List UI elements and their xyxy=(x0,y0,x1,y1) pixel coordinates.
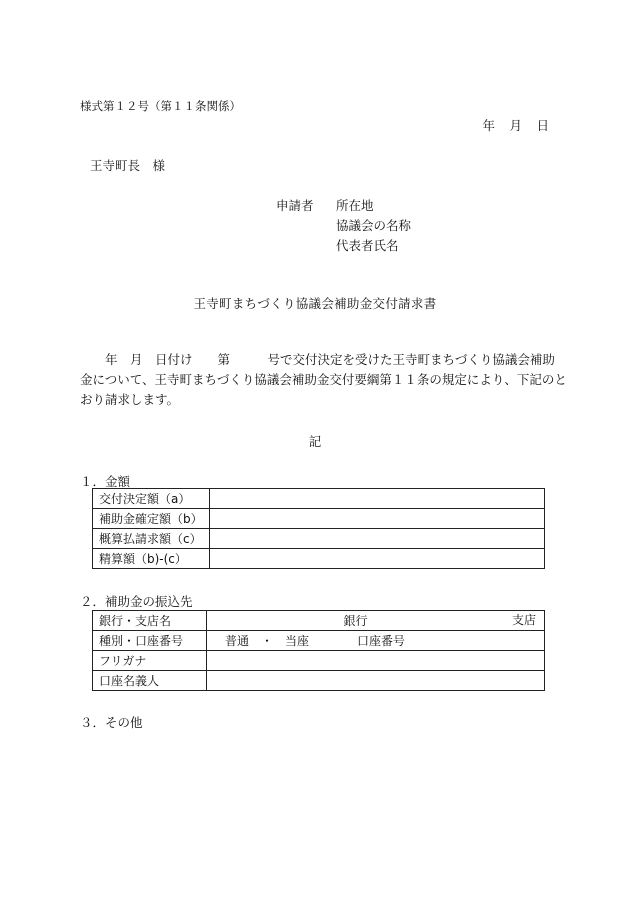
body-line: 金について、王寺町まちづくり協議会補助金交付要綱第１１条の規定により、下記のと xyxy=(80,372,567,387)
amount-value-cell[interactable] xyxy=(209,549,544,569)
section-transfer-heading: ２．補助金の振込先 xyxy=(80,594,193,609)
amount-label: 概算払請求額（c） xyxy=(93,529,210,549)
form-number: 様式第１２号（第１１条関係） xyxy=(80,99,241,113)
account-holder-cell[interactable] xyxy=(207,671,545,691)
table-row xyxy=(93,509,545,529)
bank-branch-cell[interactable] xyxy=(207,611,545,631)
ki-marker: 記 xyxy=(308,434,322,449)
amount-value-cell[interactable] xyxy=(209,509,544,529)
table-row xyxy=(93,611,545,631)
date-line: 年 月 日 xyxy=(482,118,550,133)
applicant-label: 申請者 xyxy=(276,198,314,213)
section-other-heading: ３．その他 xyxy=(80,715,143,730)
table-row xyxy=(93,489,545,509)
applicant-representative-label: 代表者氏名 xyxy=(336,238,399,253)
section-amount-heading: １．金額 xyxy=(80,474,131,489)
branch-text: 支店 xyxy=(511,613,536,627)
table-row xyxy=(93,671,545,691)
bank-branch-label: 銀行・支店名 xyxy=(93,611,207,631)
account-type-cell[interactable] xyxy=(207,631,545,651)
account-type-label: 種別・口座番号 xyxy=(93,631,207,651)
amount-label: 精算額（b)-(c） xyxy=(93,549,210,569)
account-holder-label: 口座名義人 xyxy=(93,671,207,691)
amount-value-cell[interactable] xyxy=(209,529,544,549)
applicant-organization-label: 協議会の名称 xyxy=(336,218,412,233)
body-paragraph xyxy=(80,350,567,410)
amount-label: 補助金確定額（b） xyxy=(93,509,210,529)
applicant-fields xyxy=(336,196,411,256)
amount-table xyxy=(92,488,545,569)
table-row xyxy=(93,651,545,671)
amount-label: 交付決定額（a） xyxy=(93,489,210,509)
account-type-text: 普通 ・ 当座 口座番号 xyxy=(225,634,406,648)
document-title: 王寺町まちづくり協議会補助金交付請求書 xyxy=(193,296,437,311)
table-row xyxy=(93,549,545,569)
recipient: 王寺町長 様 xyxy=(90,158,166,173)
body-line: おり請求します。 xyxy=(80,392,180,407)
amount-value-cell[interactable] xyxy=(209,489,544,509)
table-row xyxy=(93,529,545,549)
transfer-table xyxy=(92,610,545,691)
table-row xyxy=(93,631,545,651)
applicant-address-label: 所在地 xyxy=(336,198,374,213)
furigana-cell[interactable] xyxy=(207,651,545,671)
bank-text: 銀行 xyxy=(343,614,368,628)
furigana-label: フリガナ xyxy=(93,651,207,671)
body-line: 年 月 日付け 第 号で交付決定を受けた王寺町まちづくり協議会補助 xyxy=(80,352,555,367)
